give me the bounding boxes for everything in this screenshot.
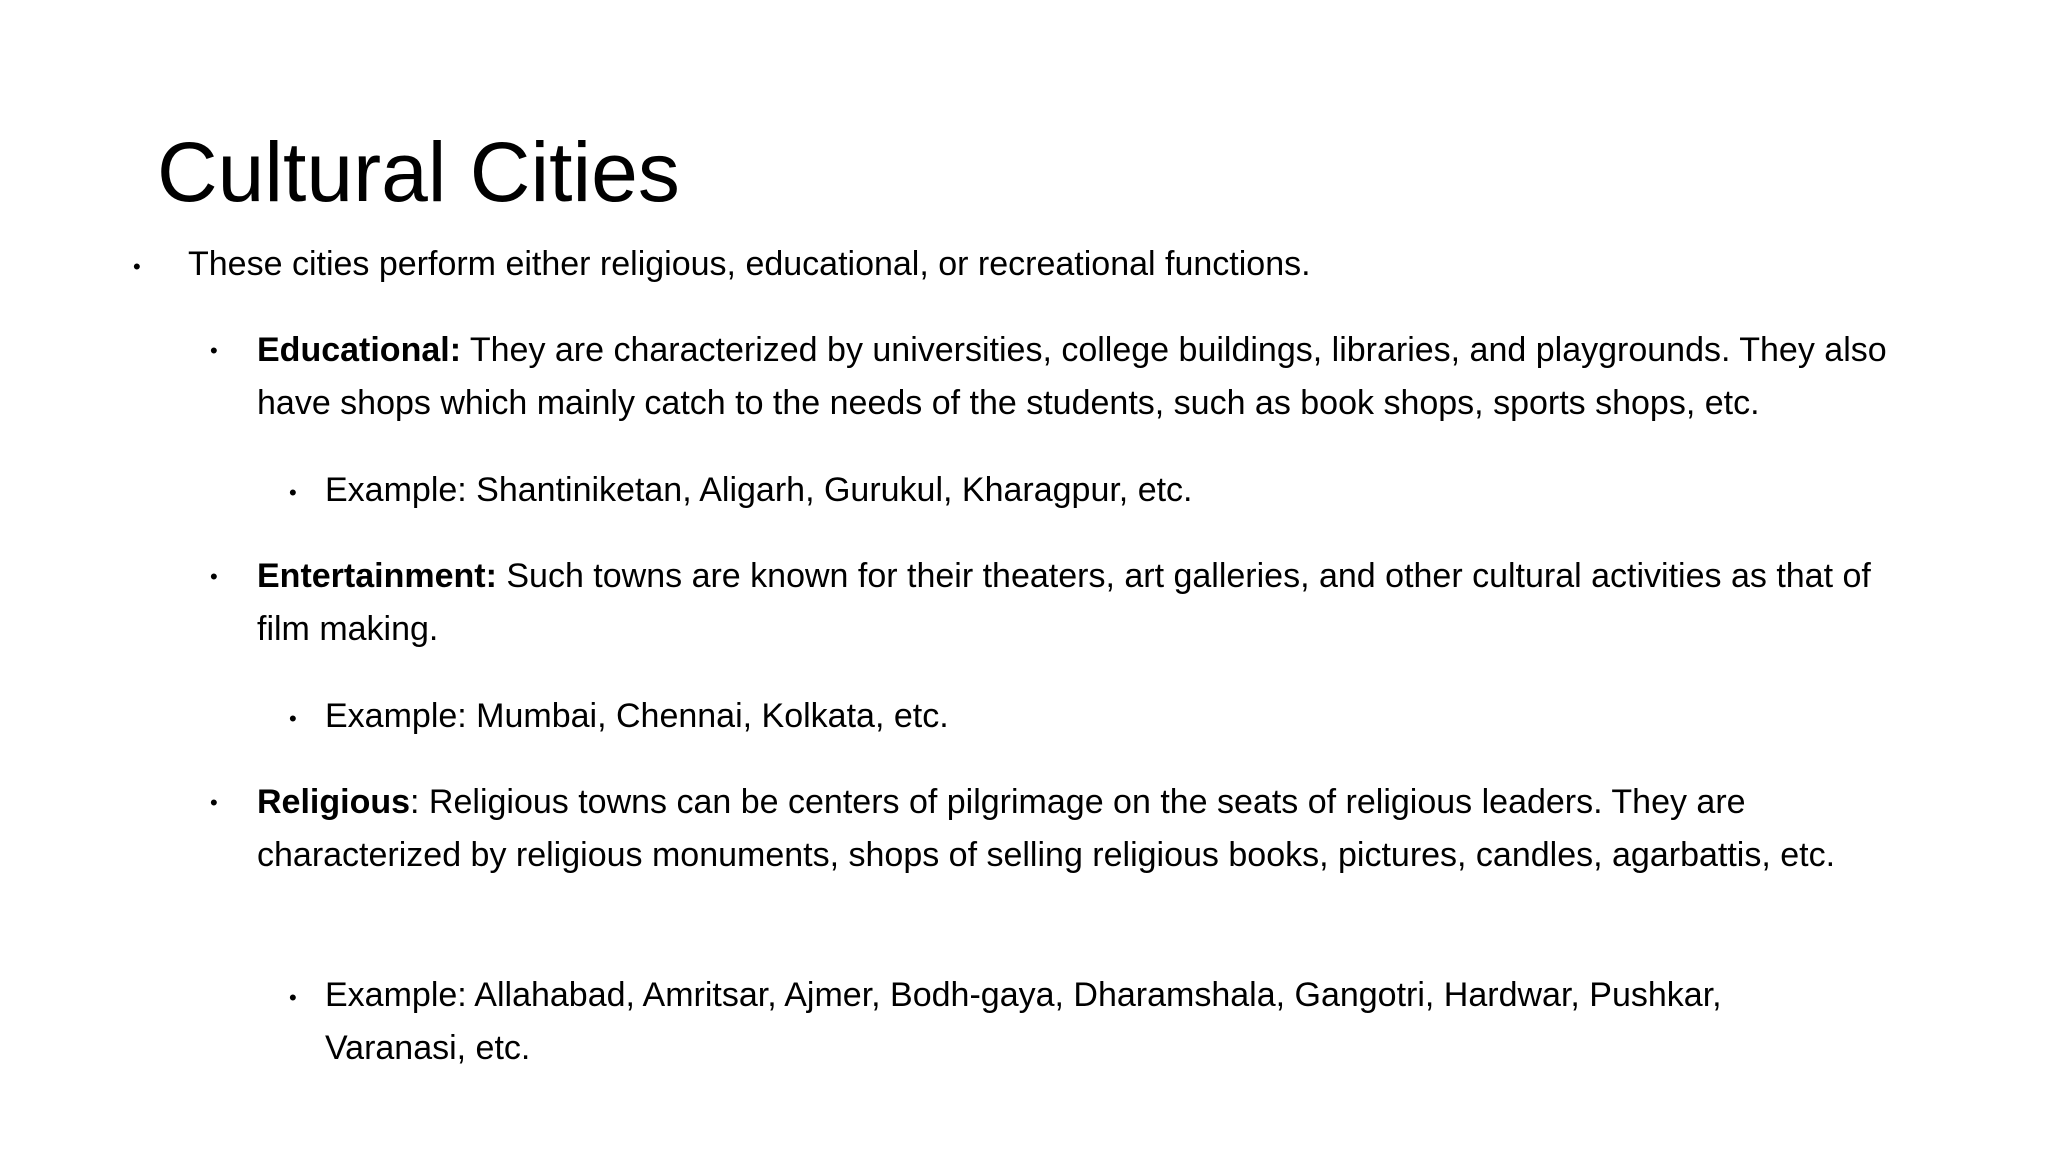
intro-text: These cities perform either religious, educational, or recreational functions. (188, 245, 1311, 283)
entertainment-item (257, 550, 1917, 656)
educational-label: Educational: (257, 331, 462, 369)
religious-item (257, 776, 1917, 882)
religious-example: Example: Allahabad, Amritsar, Ajmer, Bodh-gaya, Dharamshala, Gangotri, Hardwar, Pushkar, Varanasi, etc. (325, 976, 1722, 1067)
religious-label: Religious (257, 783, 411, 821)
entertainment-label: Entertainment: (257, 557, 497, 595)
bullet-icon: • (289, 480, 297, 505)
bullet-icon: • (289, 985, 297, 1010)
religious-text: : Religious towns can be centers of pilgrimage on the seats of religious leaders. They are characterized by religious monuments, shops of selling religious books, pictures, candles, agarbattis, etc. (257, 783, 1836, 874)
bullet-icon: • (210, 790, 218, 815)
educational-item (257, 324, 1917, 430)
bullet-icon: • (289, 706, 297, 731)
bullet-icon: • (210, 564, 218, 589)
entertainment-text: Such towns are known for their theaters, art galleries, and other cultural activities as that of film making. (257, 557, 1871, 648)
slide-title: Cultural Cities (157, 125, 680, 219)
educational-example: Example: Shantiniketan, Aligarh, Gurukul, Kharagpur, etc. (325, 471, 1193, 509)
bullet-icon: • (133, 254, 141, 279)
entertainment-example: Example: Mumbai, Chennai, Kolkata, etc. (325, 697, 949, 735)
educational-text: They are characterized by universities, college buildings, libraries, and playgrounds. They also have shops which mainly catch to the needs of the students, such as book shops, sports shops, etc. (257, 331, 1887, 422)
bullet-icon: • (210, 338, 218, 363)
